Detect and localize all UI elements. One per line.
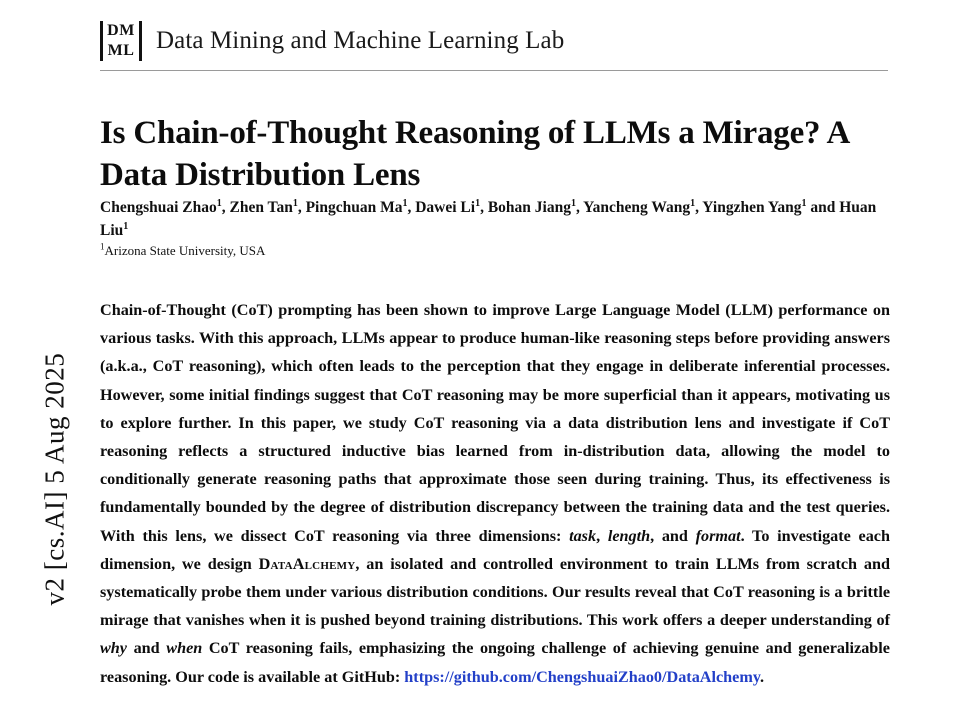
author-affiliation-marker: 1 <box>123 220 129 232</box>
author-name: Pingchuan Ma <box>305 199 403 216</box>
abstract-run: . To investigate each dimension, we design <box>100 526 890 573</box>
author-name: and Huan Liu <box>100 199 877 239</box>
abstract-run: . <box>760 667 765 686</box>
arxiv-vertical-stamp <box>0 0 96 702</box>
abstract-run: , and <box>650 526 696 545</box>
logo-top-text: DM <box>107 22 135 39</box>
dmml-lab-logo-icon <box>100 19 142 63</box>
author-name: Bohan Jiang <box>487 199 571 216</box>
abstract-emphasis: length <box>607 526 651 545</box>
page-title: Is Chain-of-Thought Reasoning of LLMs a Mirage? A Data Distribution Lens <box>100 115 849 194</box>
author-affiliation-marker: 1 <box>570 197 576 209</box>
affiliation-name: Arizona State University, USA <box>104 243 266 258</box>
abstract-emphasis: task <box>569 526 597 545</box>
arxiv-stamp-text: v2 [cs.AI] 5 Aug 2025 <box>39 352 70 606</box>
abstract-run: CoT reasoning fails, emphasizing the ongoing challenge of achieving genuine and generalizable reasoning. Our code is available at GitHub: <box>100 639 890 686</box>
author-name: Yancheng Wang <box>583 199 691 216</box>
author-list: Chengshuai Zhao$^1$, Zhen Tan$^1$, Pingchuan Ma$^1$, Dawei Li$^1$, Bohan Jiang$^1$, Yancheng Wang$^1$, Yingzhen Yang$^1$ and Huan Liu$^1$ <box>100 197 877 239</box>
logo-right-bar <box>139 21 142 61</box>
author-affiliation-marker: 1 <box>690 197 696 209</box>
lab-name: Data Mining and Machine Learning Lab <box>156 27 565 54</box>
author-affiliation-marker: 1 <box>216 197 222 209</box>
author-affiliation-marker: 1 <box>801 197 807 209</box>
abstract-emphasis: when <box>166 639 203 658</box>
author-affiliation-marker: 1 <box>292 197 298 209</box>
abstract-smallcaps-term: DataAlchemy <box>258 554 356 573</box>
abstract-run: and <box>127 639 167 658</box>
affiliation <box>100 243 700 259</box>
header-divider <box>100 70 888 71</box>
lab-header <box>100 14 892 68</box>
abstract-run: , <box>596 526 608 545</box>
paper-page <box>96 0 896 702</box>
abstract-run: Chain-of-Thought (CoT) prompting has been shown to improve Large Language Model (LLM) performance on various tasks. With this approach, LLMs appear to produce human-like reasoning steps before providing answers (a.k.a., CoT reasoning), which often leads to the perception that they engage in deliberate inferential processes. However, some initial findings suggest that CoT reasoning may be more superficial than it appears, motivating us to explore further. In this paper, we study CoT reasoning via a data distribution lens and investigate if CoT reasoning reflects a structured inductive bias learned from in-distribution data, allowing the model to conditionally generate reasoning paths that approximate those seen during training. Thus, its effectiveness is fundamentally bounded by the degree of distribution discrepancy between the training data and the test queries. With this lens, we dissect CoT reasoning via three dimensions: <box>100 301 890 545</box>
logo-bottom-text: ML <box>107 42 135 59</box>
author-name: Zhen Tan <box>229 199 293 216</box>
author-name: Dawei Li <box>415 199 476 216</box>
author-affiliation-marker: 1 <box>475 197 481 209</box>
abstract-text <box>100 296 890 691</box>
logo-left-bar <box>100 21 103 61</box>
author-name: Yingzhen Yang <box>702 199 802 216</box>
author-name: Chengshuai Zhao <box>100 199 217 216</box>
abstract-emphasis: format <box>695 526 741 545</box>
abstract-run: , an isolated and controlled environment to train LLMs from scratch and systematically probe them under various distribution conditions. Our results reveal that CoT reasoning is a brittle mirage that vanishes when it is pushed beyond training distributions. This work offers a deeper understanding of <box>100 554 890 630</box>
github-link[interactable]: https://github.com/ChengshuaiZhao0/DataAlchemy <box>404 667 761 686</box>
abstract-emphasis: why <box>100 639 127 658</box>
author-affiliation-marker: 1 <box>402 197 408 209</box>
affiliation-marker: 1 <box>100 241 105 252</box>
